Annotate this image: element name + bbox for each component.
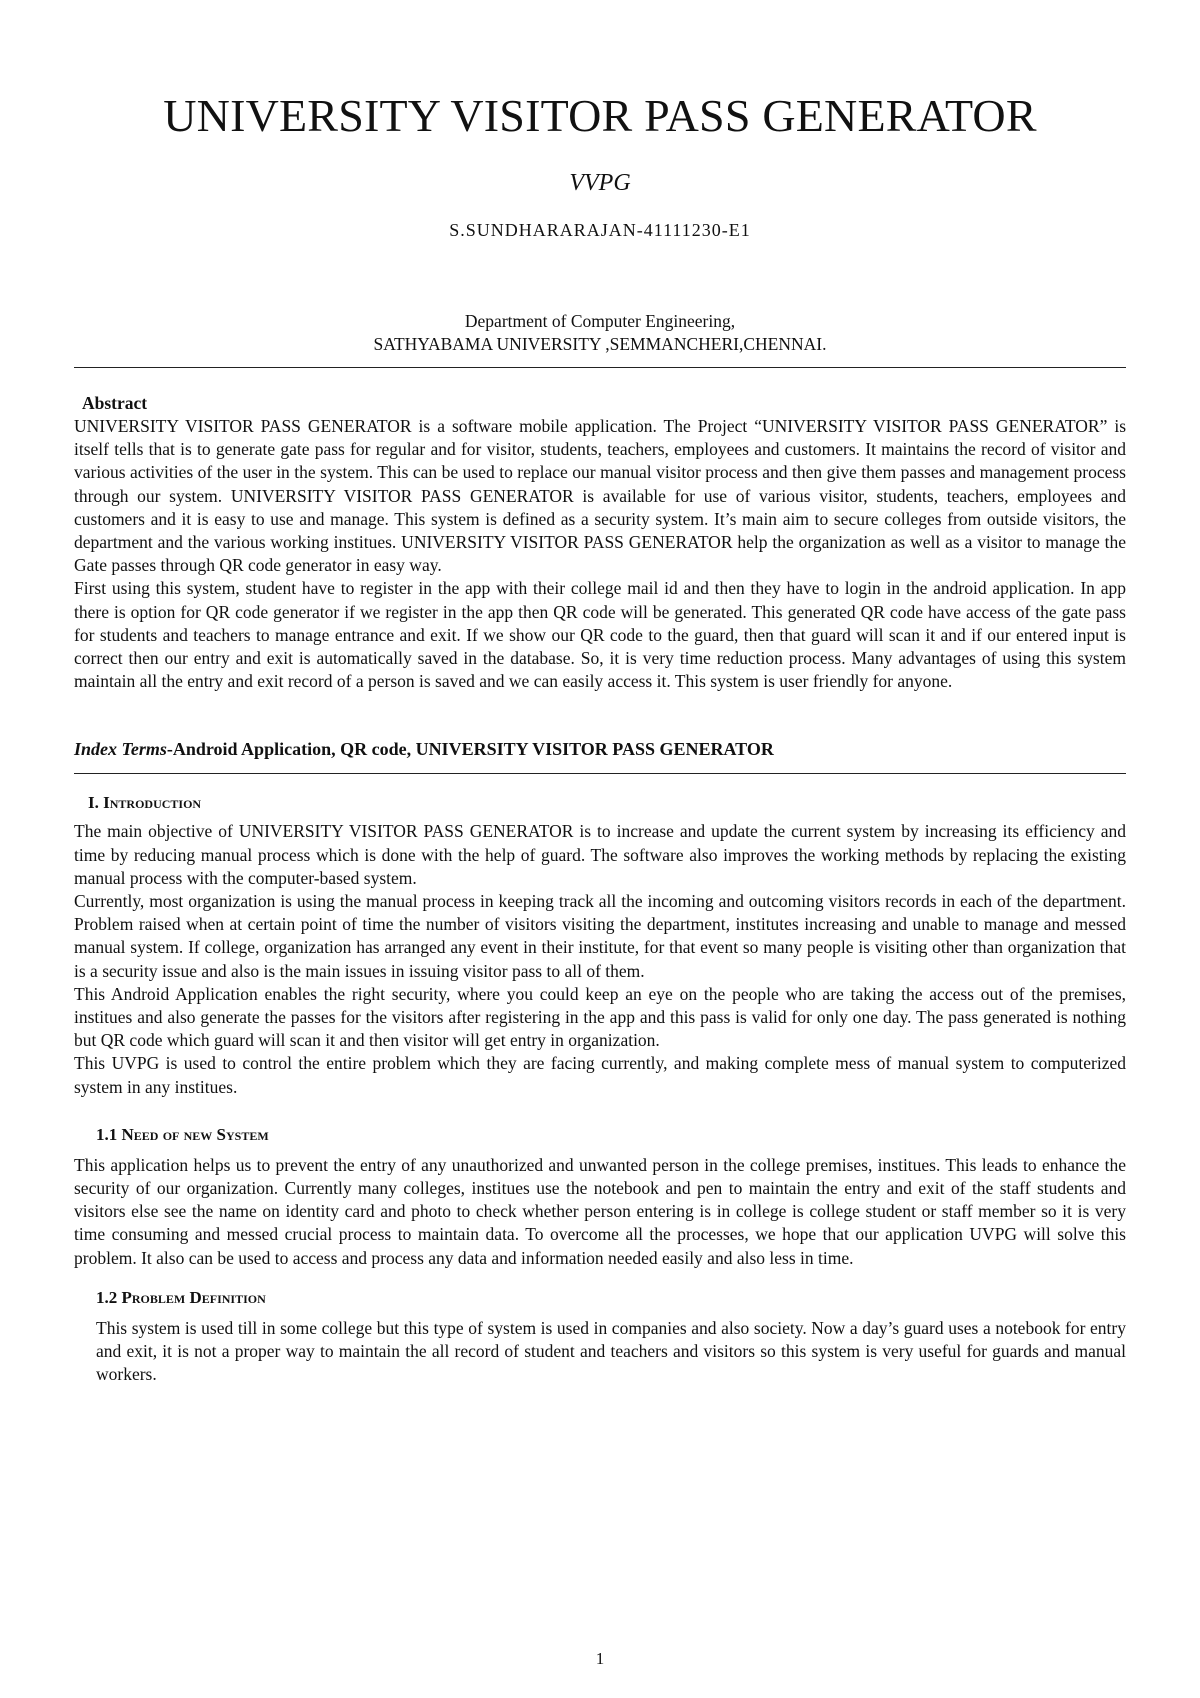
index-terms — [74, 737, 1126, 761]
section-heading-problem-definition: 1.2 Problem Definition — [96, 1287, 266, 1307]
abstract-heading: Abstract — [82, 393, 148, 413]
intro-paragraph-2: Currently, most organization is using the manual process in keeping track all the incoming and outcoming visitors records in each of the department. Problem raised when at certain point of time the number of visitors visiting the department, institutes increasing and unable to manage and messed manual system. If college, organization has arranged any event in their institute, for that event so many people is visiting other than organization that is a security issue and also is the main issues in issuing visitor pass to all of them. — [74, 891, 1126, 981]
need-system-paragraph: This application helps us to prevent the entry of any unauthorized and unwanted person in the college premises, institues. This leads to enhance the security of our organization. Currently many colleges, institues use the notebook and pen to maintain the entry and exit of the staff students and visitors else see the name on identity card and photo to check whether person entering is in college is college student or staff member so it is very time consuming and messed crucial process to maintain data. To overcome all the processes, we hope that our application UVPG will solve this problem. It also can be used to access and process any data and information needed easily and also less in time. — [74, 1154, 1126, 1268]
index-divider — [74, 773, 1126, 774]
abstract-paragraph-1: UNIVERSITY VISITOR PASS GENERATOR is a software mobile application. The Project “UNIVERSITY VISITOR PASS GENERATOR” is itself tells that is to generate gate pass for regular and for visitor, students, teachers, employees and customers. It maintains the record of visitor and various activities of the user in the system. This can be used to replace our manual visitor process and then give them passes and management process through our system. UNIVERSITY VISITOR PASS GENERATOR is available for use of various visitor, students, teachers, employees and customers and it is easy to use and manage. This system is defined as a security system. It’s main aim to secure colleges from outside visitors, the department and the various working institues. UNIVERSITY VISITOR PASS GENERATOR help the organization as well as a visitor to manage the Gate passes through QR code generator in easy way. — [74, 416, 1126, 576]
paper-subtitle: VVPG — [569, 170, 631, 196]
problem-definition-paragraph: This system is used till in some college but this type of system is used in companies and also society. Now a day’s guard uses a notebook for entry and exit, it is not a proper way to maintain the all record of student and teachers and visitors so this system is very useful for guards and manual workers. — [96, 1317, 1126, 1385]
header-divider — [74, 367, 1126, 368]
page-number: 1 — [595, 1649, 605, 1668]
intro-paragraph-4: This UVPG is used to control the entire problem which they are facing currently, and making complete mess of manual system to computerized system in any institues. — [74, 1053, 1126, 1097]
section-heading-introduction: I. Introduction — [88, 793, 202, 813]
paper-title: UNIVERSITY VISITOR PASS GENERATOR — [163, 90, 1037, 141]
affiliation-department: Department of Computer Engineering, — [464, 311, 736, 331]
affiliation-university: SATHYABAMA UNIVERSITY ,SEMMANCHERI,CHENNAI. — [373, 334, 827, 354]
intro-paragraph-1: The main objective of UNIVERSITY VISITOR PASS GENERATOR is to increase and update the current system by increasing its efficiency and time by reducing manual process which is done with the help of guard. The software also improves the working methods by replacing the existing manual process with the computer-based system. — [74, 821, 1126, 888]
index-terms-label: Index Terms — [74, 739, 167, 760]
affiliation — [74, 310, 1126, 356]
abstract-paragraph-2: First using this system, student have to register in the app with their college mail id and then they have to login in the android application. In app there is option for QR code generator if we register in the app then QR code will be generated. This generated QR code have access of the gate pass for students and teachers to manage entrance and exit. If we show our QR code to the guard, then that guard will scan it and if our entered input is correct then our entry and exit is automatically saved in the database. So, it is very time reduction process. Many advantages of using this system maintain all the entry and exit record of a person is saved and we can easily access it. This system is user friendly for anyone. — [74, 578, 1126, 692]
section-heading-need-of-new-system: 1.1 Need of new System — [96, 1124, 269, 1144]
problem-definition-block — [74, 1317, 1126, 1387]
intro-paragraph-3: This Android Application enables the right security, where you could keep an eye on the people who are taking the access out of the premises, institues and also generate the passes for the visitors after registering in the app and this pass is valid for only one day. The pass generated is nothing but QR code which guard will scan it and then visitor will get entry in organization. — [74, 983, 1126, 1051]
index-terms-text: -Android Application, QR code, UNIVERSITY VISITOR PASS GENERATOR — [166, 739, 774, 760]
author-line: S.SUNDHARARAJAN-41111230-E1 — [449, 220, 751, 240]
